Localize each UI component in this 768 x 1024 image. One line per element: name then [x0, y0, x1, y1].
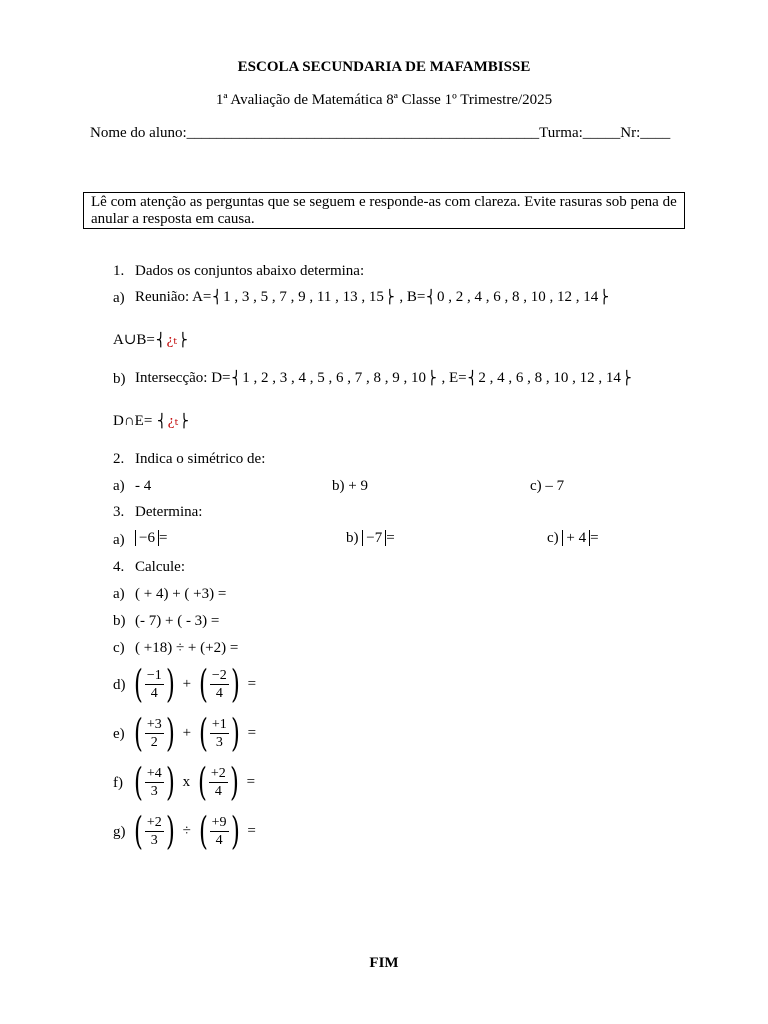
numerator: +9 — [211, 814, 227, 830]
set-a: 1 , 3 , 5 , 7 , 9 , 11 , 13 , 15 — [223, 289, 384, 305]
q2-number: 2. — [113, 451, 125, 467]
q4f-expression — [131, 762, 260, 802]
paren-left-icon: ( — [198, 809, 208, 853]
paren-right-icon: ) — [165, 662, 175, 706]
brace-right-icon: ⎬ — [179, 414, 189, 429]
set-e: 2 , 4 , 6 , 8 , 10 , 12 , 14 — [478, 370, 621, 386]
q2a-label: a) — [113, 478, 125, 494]
paren-left-icon: ( — [133, 662, 143, 706]
equals: = — [247, 822, 256, 839]
q1b-content — [135, 370, 633, 387]
equals: = — [246, 773, 256, 790]
paren-left-icon: ( — [133, 809, 143, 853]
q4a-expression: ( + 4) + ( +3) = — [135, 586, 227, 602]
union-placeholder: ¿ₜ — [166, 332, 177, 348]
fraction — [145, 765, 164, 800]
q4b-label: b) — [113, 613, 126, 629]
q4-number: 4. — [113, 559, 125, 575]
denominator: 2 — [150, 734, 158, 750]
operator: ÷ — [182, 822, 191, 839]
q1a-label: a) — [113, 290, 125, 306]
brace-left-icon: ⎨ — [155, 333, 166, 348]
equals: = — [386, 530, 395, 546]
numerator: +4 — [146, 765, 162, 781]
paren-left-icon: ( — [133, 711, 143, 755]
q3c-expression — [547, 530, 599, 547]
brace-left-icon: ⎨ — [157, 414, 167, 429]
q4d-expression — [131, 664, 261, 704]
set-b: 0 , 2 , 4 , 6 , 8 , 10 , 12 , 14 — [437, 289, 599, 305]
fraction — [209, 765, 228, 800]
fraction — [210, 716, 229, 751]
set-d: 1 , 2 , 3 , 4 , 5 , 6 , 7 , 8 , 9 , 10 — [242, 370, 426, 386]
student-info-line: Nome do aluno:_______________________________________________Turma:_____Nr:____ — [90, 125, 671, 141]
brace-right-icon: ⎬ — [177, 333, 188, 348]
brace-right-icon: ⎬ — [384, 290, 395, 305]
paren-right-icon: ) — [165, 760, 175, 804]
union-label: A∪B= — [113, 332, 155, 348]
q4a-label: a) — [113, 586, 125, 602]
paren-right-icon: ) — [165, 809, 175, 853]
q3-text: Determina: — [135, 504, 203, 520]
paren-left-icon: ( — [133, 760, 143, 804]
q3a-expression — [135, 530, 167, 547]
paren-left-icon: ( — [198, 662, 208, 706]
q1b-text: Intersecção: D= — [135, 370, 231, 386]
numerator: −1 — [146, 667, 162, 683]
brace-left-icon: ⎨ — [467, 371, 478, 386]
q4b-expression: (- 7) + ( - 3) = — [135, 613, 220, 629]
equals: = — [158, 530, 168, 546]
q1a-mid: , B= — [395, 289, 426, 305]
brace-right-icon: ⎬ — [599, 290, 610, 305]
denominator: 3 — [150, 783, 158, 799]
numerator: +2 — [210, 765, 226, 781]
q4-text: Calcule: — [135, 559, 185, 575]
brace-left-icon: ⎨ — [426, 290, 437, 305]
denominator: 4 — [215, 685, 223, 701]
paren-right-icon: ) — [230, 809, 240, 853]
paren-right-icon: ) — [165, 711, 175, 755]
fraction — [145, 667, 164, 702]
equals: = — [247, 675, 257, 692]
numerator: +1 — [211, 716, 227, 732]
denominator: 4 — [214, 783, 222, 799]
q4g-label: g) — [113, 824, 126, 840]
operator: + — [182, 675, 192, 692]
paren-right-icon: ) — [229, 760, 239, 804]
operator: x — [182, 773, 191, 790]
paren-left-icon: ( — [198, 760, 207, 804]
q2b-value: b) + 9 — [332, 478, 368, 494]
q1b-label: b) — [113, 371, 126, 387]
intersection-label: D∩E= — [113, 413, 157, 429]
q4g-expression — [131, 811, 261, 851]
q4f-label: f) — [113, 775, 123, 791]
brace-left-icon: ⎨ — [212, 290, 223, 305]
q1-number: 1. — [113, 263, 125, 279]
q4e-expression — [131, 713, 261, 753]
brace-right-icon: ⎬ — [427, 371, 437, 386]
fraction — [210, 667, 229, 702]
denominator: 4 — [215, 832, 223, 848]
q3b-expression — [346, 530, 395, 547]
equals: = — [247, 724, 257, 741]
q3c-label: c) — [547, 530, 563, 546]
brace-right-icon: ⎬ — [621, 371, 632, 386]
abs-value-c: + 4 — [562, 530, 590, 546]
q4e-label: e) — [113, 726, 125, 742]
q2c-value: c) – 7 — [530, 478, 565, 494]
instructions-box: Lê com atenção as perguntas que se seguem e responde-as com clareza. Evite rasuras sob pena de anular a resposta em causa. — [83, 192, 685, 229]
paren-right-icon: ) — [230, 711, 240, 755]
q3a-label: a) — [113, 532, 125, 548]
fraction — [210, 814, 229, 849]
q4c-label: c) — [113, 640, 125, 656]
q4d-label: d) — [113, 677, 126, 693]
q1a-content — [135, 289, 610, 306]
end-marker: FIM — [369, 955, 399, 971]
intersection-placeholder: ¿ₜ — [167, 413, 179, 429]
equals: = — [590, 530, 599, 546]
numerator: −2 — [211, 667, 227, 683]
q1a-text: Reunião: A= — [135, 289, 212, 305]
q4c-expression: ( +18) ÷ + (+2) = — [135, 640, 239, 656]
q3b-label: b) — [346, 530, 363, 546]
q2-text: Indica o simétrico de: — [135, 451, 266, 467]
operator: + — [182, 724, 192, 741]
fraction — [145, 716, 164, 751]
denominator: 4 — [150, 685, 158, 701]
q2a-value: - 4 — [135, 478, 152, 494]
exam-subtitle: 1ª Avaliação de Matemática 8ª Classe 1º Trimestre/2025 — [215, 92, 553, 108]
brace-left-icon: ⎨ — [231, 371, 242, 386]
union-answer — [113, 330, 189, 349]
denominator: 3 — [150, 832, 158, 848]
intersection-answer — [113, 411, 190, 430]
denominator: 3 — [215, 734, 223, 750]
abs-value-a: −6 — [135, 530, 159, 546]
abs-value-b: −7 — [362, 530, 386, 546]
school-title: ESCOLA SECUNDARIA DE MAFAMBISSE — [237, 59, 531, 75]
numerator: +2 — [146, 814, 162, 830]
paren-left-icon: ( — [198, 711, 208, 755]
q1-text: Dados os conjuntos abaixo determina: — [135, 263, 365, 279]
q3-number: 3. — [113, 504, 125, 520]
fraction — [145, 814, 164, 849]
paren-right-icon: ) — [230, 662, 240, 706]
numerator: +3 — [146, 716, 162, 732]
q1b-mid: , E= — [437, 370, 467, 386]
